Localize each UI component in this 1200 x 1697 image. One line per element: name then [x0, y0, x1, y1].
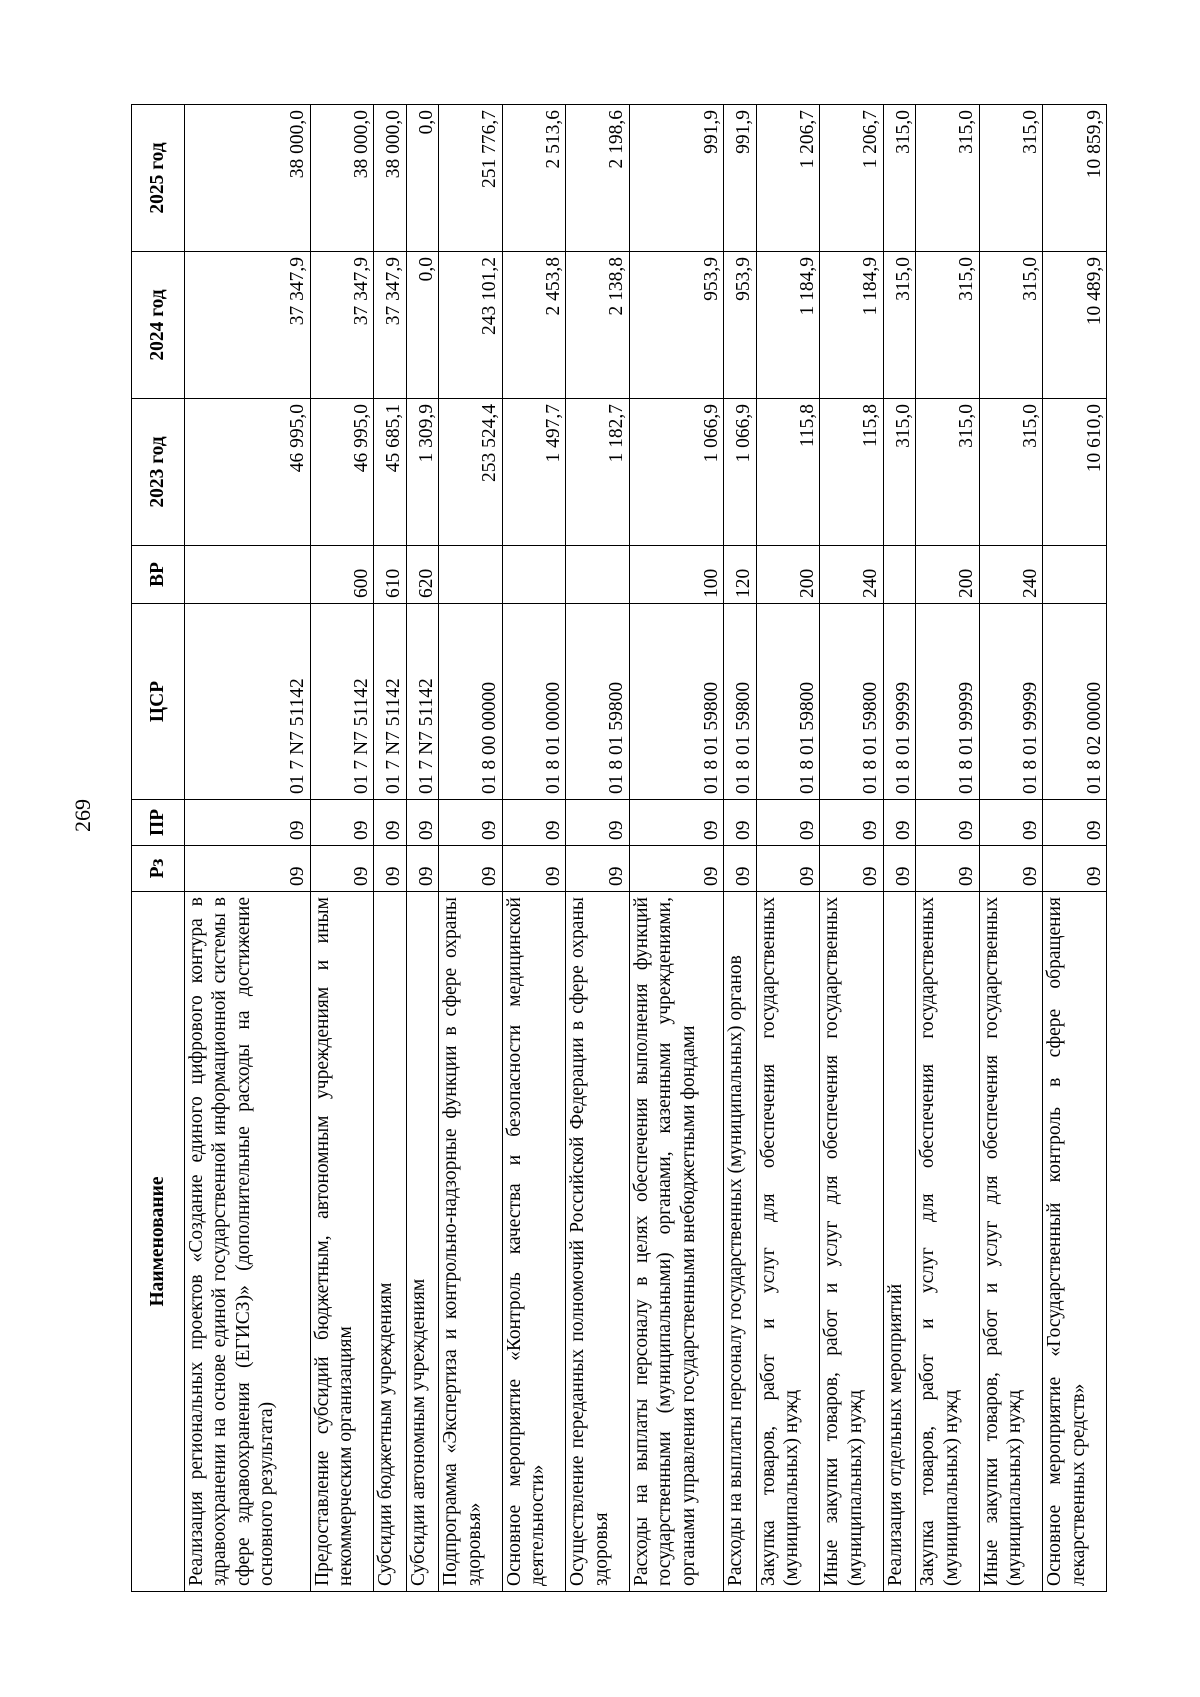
cell-pr: 09: [724, 800, 756, 846]
table-row: [185, 105, 311, 1592]
cell-2025: 1 206,7: [756, 105, 820, 252]
cell-vr: 200: [916, 546, 980, 604]
cell-rz: 09: [406, 846, 438, 892]
cell-csr: 01 8 00 00000: [439, 604, 503, 800]
cell-vr: [883, 546, 915, 604]
cell-rz: 09: [724, 846, 756, 892]
cell-vr: 240: [820, 546, 884, 604]
cell-rz: 09: [185, 846, 311, 892]
table-row: [883, 105, 915, 1592]
header-2023: 2023 год: [132, 399, 185, 546]
cell-rz: 09: [979, 846, 1043, 892]
cell-2023: 46 995,0: [185, 399, 311, 546]
rotated-table-container: [131, 104, 1107, 1592]
cell-pr: 09: [185, 800, 311, 846]
cell-csr: 01 8 01 59800: [756, 604, 820, 800]
cell-name: Расходы на выплаты персоналу государственных (муниципальных) органов: [724, 892, 756, 1592]
cell-2023: 315,0: [883, 399, 915, 546]
cell-rz: 09: [439, 846, 503, 892]
cell-2024: 243 101,2: [439, 252, 503, 399]
cell-csr: 01 8 01 59800: [566, 604, 630, 800]
cell-2025: 38 000,0: [310, 105, 374, 252]
cell-pr: 09: [1043, 800, 1107, 846]
page-number: 269: [70, 799, 95, 832]
table-row: [439, 105, 503, 1592]
cell-2024: 2 138,8: [566, 252, 630, 399]
cell-name: Субсидии бюджетным учреждениям: [374, 892, 406, 1592]
cell-vr: 120: [724, 546, 756, 604]
cell-2024: 953,9: [629, 252, 724, 399]
header-pr: ПР: [132, 800, 185, 846]
cell-2025: 315,0: [979, 105, 1043, 252]
cell-2024: 0,0: [406, 252, 438, 399]
header-rz: Рз: [132, 846, 185, 892]
cell-2023: 1 182,7: [566, 399, 630, 546]
cell-2025: 315,0: [916, 105, 980, 252]
cell-rz: 09: [916, 846, 980, 892]
table-row: [916, 105, 980, 1592]
cell-rz: 09: [502, 846, 566, 892]
budget-table: [131, 104, 1107, 1592]
cell-pr: 09: [883, 800, 915, 846]
cell-2023: 1 309,9: [406, 399, 438, 546]
cell-name: Основное мероприятие «Государственный контроль в сфере обращения лекарственных средств»: [1043, 892, 1107, 1592]
cell-2024: 37 347,9: [185, 252, 311, 399]
cell-pr: 09: [310, 800, 374, 846]
cell-vr: 610: [374, 546, 406, 604]
cell-pr: 09: [439, 800, 503, 846]
cell-rz: 09: [629, 846, 724, 892]
cell-2025: 38 000,0: [185, 105, 311, 252]
cell-rz: 09: [374, 846, 406, 892]
cell-vr: [185, 546, 311, 604]
cell-2024: 10 489,9: [1043, 252, 1107, 399]
cell-vr: 600: [310, 546, 374, 604]
cell-2025: 2 513,6: [502, 105, 566, 252]
cell-name: Основное мероприятие «Контроль качества и безопасности медицинской деятельности»: [502, 892, 566, 1592]
table-header-row: [132, 105, 185, 1592]
cell-2025: 2 198,6: [566, 105, 630, 252]
cell-csr: 01 7 N7 51142: [185, 604, 311, 800]
cell-csr: 01 7 N7 51142: [310, 604, 374, 800]
cell-name: Реализация региональных проектов «Создание единого цифрового контура в здравоохранении на основе единой государственной информационной системы в сфере здравоохранения (ЕГИСЗ)» (дополнительные расходы на достижение основного результата): [185, 892, 311, 1592]
table-row: [374, 105, 406, 1592]
cell-pr: 09: [566, 800, 630, 846]
cell-2023: 115,8: [820, 399, 884, 546]
header-2025: 2025 год: [132, 105, 185, 252]
cell-pr: 09: [374, 800, 406, 846]
cell-2024: 37 347,9: [310, 252, 374, 399]
cell-rz: 09: [820, 846, 884, 892]
cell-name: Реализация отдельных мероприятий: [883, 892, 915, 1592]
cell-name: Закупка товаров, работ и услуг для обеспечения государственных (муниципальных) нужд: [756, 892, 820, 1592]
table-row: [1043, 105, 1107, 1592]
table-row: [724, 105, 756, 1592]
cell-pr: 09: [916, 800, 980, 846]
cell-vr: [1043, 546, 1107, 604]
cell-csr: 01 7 N7 51142: [406, 604, 438, 800]
cell-name: Субсидии автономным учреждениям: [406, 892, 438, 1592]
header-name: Наименование: [132, 892, 185, 1592]
cell-2025: 991,9: [629, 105, 724, 252]
cell-rz: 09: [566, 846, 630, 892]
cell-2023: 315,0: [979, 399, 1043, 546]
table-row: [820, 105, 884, 1592]
cell-2024: 37 347,9: [374, 252, 406, 399]
cell-2024: 315,0: [883, 252, 915, 399]
cell-csr: 01 7 N7 51142: [374, 604, 406, 800]
cell-csr: 01 8 01 59800: [629, 604, 724, 800]
cell-2025: 10 859,9: [1043, 105, 1107, 252]
table-row: [406, 105, 438, 1592]
cell-2024: 953,9: [724, 252, 756, 399]
cell-csr: 01 8 01 99999: [883, 604, 915, 800]
cell-pr: 09: [979, 800, 1043, 846]
cell-csr: 01 8 01 00000: [502, 604, 566, 800]
cell-rz: 09: [756, 846, 820, 892]
cell-csr: 01 8 01 99999: [979, 604, 1043, 800]
cell-name: Закупка товаров, работ и услуг для обеспечения государственных (муниципальных) нужд: [916, 892, 980, 1592]
table-row: [566, 105, 630, 1592]
cell-vr: 200: [756, 546, 820, 604]
cell-2025: 315,0: [883, 105, 915, 252]
cell-2023: 46 995,0: [310, 399, 374, 546]
cell-pr: 09: [406, 800, 438, 846]
cell-2023: 253 524,4: [439, 399, 503, 546]
cell-2025: 1 206,7: [820, 105, 884, 252]
cell-name: Предоставление субсидий бюджетным, автономным учреждениям и иным некоммерческим организациям: [310, 892, 374, 1592]
cell-2023: 1 066,9: [724, 399, 756, 546]
cell-2024: 315,0: [916, 252, 980, 399]
cell-csr: 01 8 01 99999: [916, 604, 980, 800]
cell-name: Иные закупки товаров, работ и услуг для обеспечения государственных (муниципальных) нужд: [820, 892, 884, 1592]
cell-vr: 620: [406, 546, 438, 604]
table-row: [310, 105, 374, 1592]
cell-pr: 09: [629, 800, 724, 846]
cell-rz: 09: [1043, 846, 1107, 892]
cell-pr: 09: [502, 800, 566, 846]
cell-csr: 01 8 02 00000: [1043, 604, 1107, 800]
table-row: [979, 105, 1043, 1592]
cell-2025: 0,0: [406, 105, 438, 252]
cell-2023: 1 497,7: [502, 399, 566, 546]
cell-pr: 09: [756, 800, 820, 846]
cell-vr: [502, 546, 566, 604]
cell-2024: 1 184,9: [756, 252, 820, 399]
cell-rz: 09: [310, 846, 374, 892]
cell-2024: 315,0: [979, 252, 1043, 399]
cell-name: Подпрограмма «Экспертиза и контрольно-надзорные функции в сфере охраны здоровья»: [439, 892, 503, 1592]
cell-2023: 10 610,0: [1043, 399, 1107, 546]
cell-2023: 1 066,9: [629, 399, 724, 546]
table-row: [756, 105, 820, 1592]
cell-2024: 1 184,9: [820, 252, 884, 399]
cell-2023: 45 685,1: [374, 399, 406, 546]
cell-vr: [439, 546, 503, 604]
cell-name: Осуществление переданных полномочий Российской Федерации в сфере охраны здоровья: [566, 892, 630, 1592]
cell-rz: 09: [883, 846, 915, 892]
cell-vr: 100: [629, 546, 724, 604]
header-vr: ВР: [132, 546, 185, 604]
cell-2023: 315,0: [916, 399, 980, 546]
cell-2025: 991,9: [724, 105, 756, 252]
cell-name: Иные закупки товаров, работ и услуг для обеспечения государственных (муниципальных) нужд: [979, 892, 1043, 1592]
cell-csr: 01 8 01 59800: [820, 604, 884, 800]
cell-2024: 2 453,8: [502, 252, 566, 399]
table-row: [502, 105, 566, 1592]
cell-name: Расходы на выплаты персоналу в целях обеспечения выполнения функций государственными (муниципальными) органами, казенными учреждениями, органами управления государственными внебюджетными фондами: [629, 892, 724, 1592]
header-csr: ЦСР: [132, 604, 185, 800]
cell-pr: 09: [820, 800, 884, 846]
cell-2023: 115,8: [756, 399, 820, 546]
cell-2025: 251 776,7: [439, 105, 503, 252]
table-row: [629, 105, 724, 1592]
header-2024: 2024 год: [132, 252, 185, 399]
cell-csr: 01 8 01 59800: [724, 604, 756, 800]
cell-2025: 38 000,0: [374, 105, 406, 252]
cell-vr: 240: [979, 546, 1043, 604]
cell-vr: [566, 546, 630, 604]
